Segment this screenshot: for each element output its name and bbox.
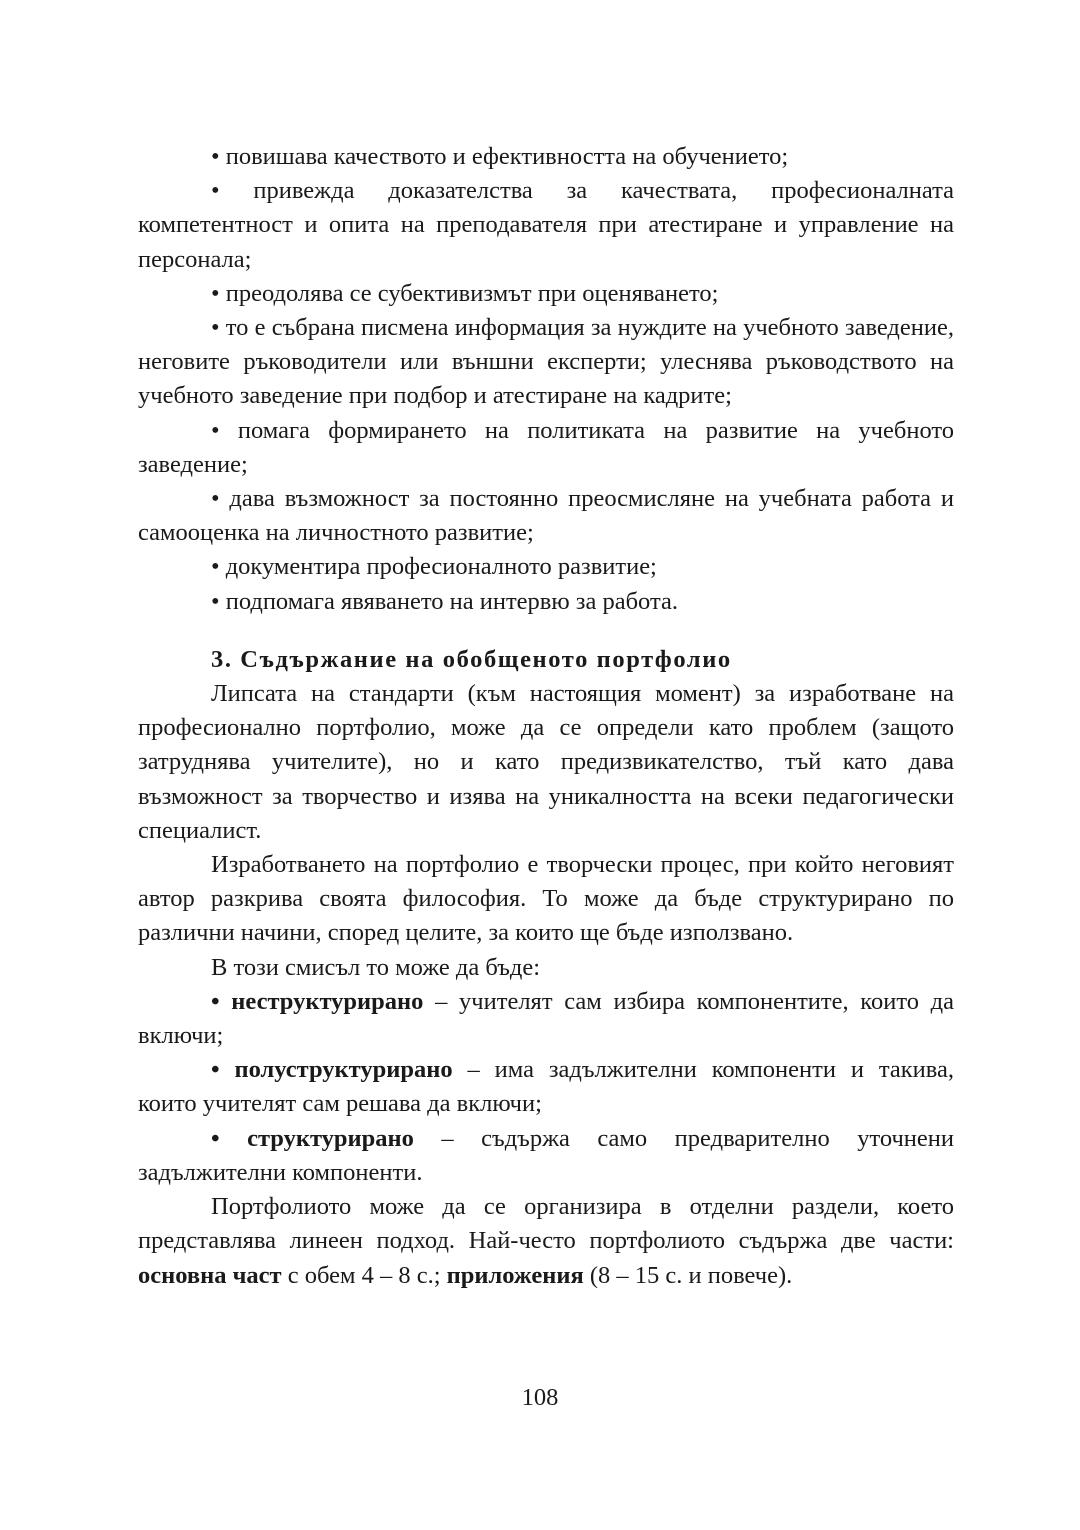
bullet-policy: • помага формирането на политиката на развитие на учебното заведение; xyxy=(138,416,954,478)
bullet-interview: • подпомага явяването на интервю за работа. xyxy=(211,587,678,615)
bullet-evidence: • привежда доказателства за качествата, професионалната компетентност и опита на преподавателя при атестиране и управление на персонала; xyxy=(138,177,954,273)
type-unstructured-term: неструктурирано xyxy=(231,987,424,1015)
type-semistructured xyxy=(138,1053,954,1121)
bullet-reflection: • дава възможност за постоянно преосмисляне на учебната работа и самооценка на личностното развитие; xyxy=(138,485,954,547)
type-structured-text: – съдържа само предварително уточнени задължителни компоненти. xyxy=(138,1124,954,1186)
type-structured-term: структурирано xyxy=(247,1124,414,1152)
final-term-appendices: приложения xyxy=(446,1261,584,1289)
bullet-quality: • повишава качеството и ефективността на обучението; xyxy=(211,143,789,170)
final-term-main-part: основна част xyxy=(138,1261,282,1289)
type-semistructured-text: – има задължителни компоненти и такива, които учителят сам решава да включи; xyxy=(138,1056,955,1118)
page-body xyxy=(138,140,954,1293)
bullet-symbol: • xyxy=(211,1124,248,1152)
type-structured xyxy=(138,1122,954,1190)
type-unstructured xyxy=(138,985,954,1053)
bullet-documents: • документира професионалното развитие; xyxy=(211,553,657,581)
final-part1: Портфолиото може да се организира в отделни раздели, което представлява линеен подход. Най-често портфолиото съдържа две части: xyxy=(138,1193,954,1255)
bullet-symbol: • xyxy=(211,1056,235,1084)
final-part3: (8 – 15 с. и повече). xyxy=(583,1261,793,1289)
bullet-symbol: • xyxy=(211,987,232,1015)
paragraph-sections xyxy=(138,1190,954,1293)
paragraph-creative-process: Изработването на портфолио е творчески процес, при който неговият автор разкрива своята философия. То може да бъде структурирано по различни начини, според целите, за които ще бъде използвано. xyxy=(138,851,954,947)
type-unstructured-text: – учителят сам избира компонентите, които да включи; xyxy=(138,987,954,1050)
paragraph-standards: Липсата на стандарти (към настоящия момент) за изработване на професионално портфолио, може да се определи като проблем (защото затруднява учителите), но и като предизвикателство, тъй като дава възможност за творчество и изява на уникалността на всеки педагогически специалист. xyxy=(138,680,954,844)
page-number: 108 xyxy=(521,1384,559,1411)
section-heading: 3. Съдържание на обобщеното портфолио xyxy=(211,645,732,673)
paragraph-intro-types: В този смисъл то може да бъде: xyxy=(211,953,541,981)
final-part2: с обем 4 – 8 с.; xyxy=(281,1261,447,1289)
type-semistructured-term: полуструктурирано xyxy=(234,1056,453,1084)
bullet-written-info: • то е събрана писмена информация за нуждите на учебното заведение, неговите ръководители или външни експерти; улеснява ръководството на учебното заведение при подбор и атестиране на кадрите; xyxy=(138,314,954,410)
bullet-subjectivism: • преодолява се субективизмът при оценяването; xyxy=(211,279,719,307)
